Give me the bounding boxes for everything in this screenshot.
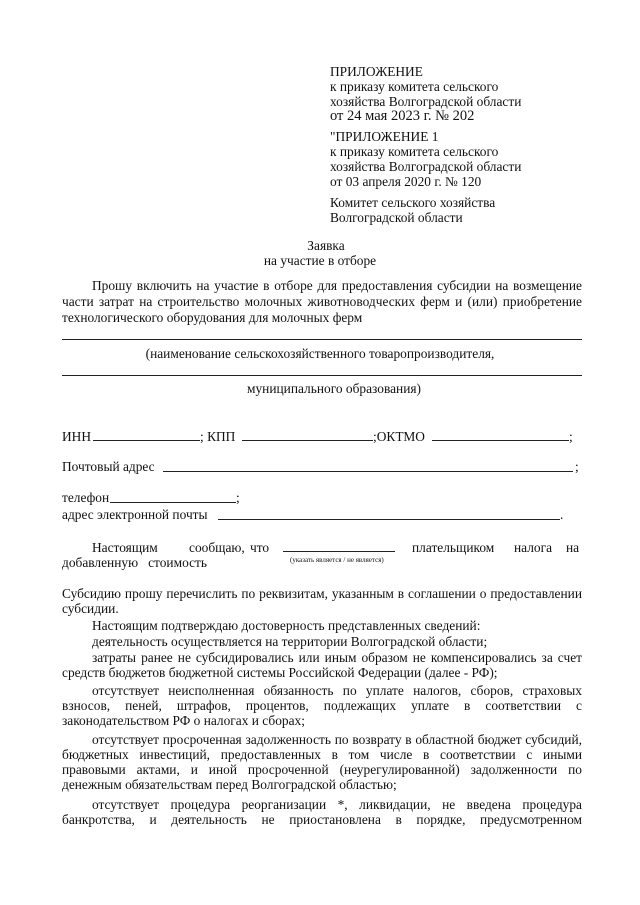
municipality-line[interactable] xyxy=(62,375,582,376)
body-paragraph: затраты ранее не субсидировались или иным образом не компенсировались за счет средств бюджетов бюджетной системы Российской Федерации (далее - РФ); xyxy=(62,650,582,680)
body-paragraph: отсутствует неисполненная обязанность по уплате налогов, сборов, страховых взносов, пеней, штрафов, процентов, подлежащих уплате в соответствии с законодательством РФ о налогах и сборах; xyxy=(62,683,582,728)
vat-hint: (указать является / не является) xyxy=(290,556,384,564)
caption-municipality: муниципального образования) xyxy=(246,381,421,396)
phone-field[interactable] xyxy=(110,489,236,503)
postal-field[interactable] xyxy=(163,458,573,472)
inn-field[interactable] xyxy=(93,427,200,441)
doc-title xyxy=(0,238,640,268)
vat-line2: добавленную стоимость xyxy=(62,555,207,570)
oktmo-field[interactable] xyxy=(432,427,569,441)
kpp-field[interactable] xyxy=(242,427,373,441)
addressee-line: Комитет сельского хозяйства xyxy=(330,195,496,210)
postal-label: Почтовый адрес xyxy=(62,459,155,474)
phone-label: телефон xyxy=(62,490,110,505)
email-end: . xyxy=(560,507,564,522)
appendix-date-number: от 24 мая 2023 г. № 202 xyxy=(330,108,475,124)
inn-label: ИНН xyxy=(62,429,92,444)
vat-word: сообщаю, xyxy=(189,540,245,555)
appendix-title: "ПРИЛОЖЕНИЕ 1 xyxy=(330,129,439,144)
body-paragraph: отсутствует просроченная задолженность по возврату в областной бюджет субсидий, бюджетных инвестиций, предоставленных в том числе в соответствии с иными правовыми актами, и иной просроченной (неурегулированной) задолженности по денежным обязательствам перед Волгоградской областью; xyxy=(62,732,582,792)
appendix-line: к приказу комитета сельского xyxy=(330,144,499,159)
intro-paragraph: Прошу включить на участие в отборе для предоставления субсидии на возмещение части затрат на строительство молочных животноводческих ферм и (или) приобретение технологического оборудования для молочных ферм xyxy=(62,278,582,325)
body-paragraph: деятельность осуществляется на территории Волгоградской области; xyxy=(92,634,488,649)
appendix-line: хозяйства Волгоградской области xyxy=(330,94,522,109)
vat-status-field[interactable] xyxy=(283,538,395,552)
appendix-header xyxy=(330,64,521,124)
appendix-title: ПРИЛОЖЕНИЕ xyxy=(330,64,423,79)
caption-applicant: (наименование сельскохозяйственного товаропроизводителя, xyxy=(145,346,495,361)
addressee xyxy=(330,195,495,225)
vat-word: плательщиком xyxy=(412,540,495,555)
appendix-date-number: от 03 апреля 2020 г. № 120 xyxy=(330,174,482,189)
doc-subtitle-line: на участие в отборе xyxy=(263,253,377,268)
body-paragraph: Субсидию прошу перечислить по реквизитам, указанным в соглашении о предоставлении субсидии. xyxy=(62,586,582,616)
oktmo-end: ; xyxy=(569,429,573,444)
postal-end: ; xyxy=(575,459,579,474)
appendix-line: к приказу комитета сельского xyxy=(330,79,499,94)
kpp-label: ; КПП xyxy=(200,429,236,444)
doc-title-line: Заявка xyxy=(307,238,345,253)
original-appendix-header xyxy=(330,129,521,189)
vat-word: налога xyxy=(514,540,553,555)
vat-word: на xyxy=(566,540,580,555)
oktmo-label: ;ОКТМО xyxy=(373,429,425,444)
appendix-line: хозяйства Волгоградской области xyxy=(330,159,522,174)
email-field[interactable] xyxy=(218,506,560,520)
vat-word: что xyxy=(250,540,270,555)
phone-end: ; xyxy=(236,490,240,505)
body-paragraph: Настоящим подтверждаю достоверность представленных сведений: xyxy=(92,618,481,633)
addressee-line: Волгоградской области xyxy=(330,210,463,225)
body-paragraph: отсутствует процедура реорганизации *, ликвидации, не введена процедура банкротства, и деятельность не приостановлена в порядке, предусмотренном xyxy=(62,797,582,827)
email-label: адрес электронной почты xyxy=(62,507,208,522)
vat-word: Настоящим xyxy=(92,540,158,555)
applicant-name-line[interactable] xyxy=(62,339,582,340)
